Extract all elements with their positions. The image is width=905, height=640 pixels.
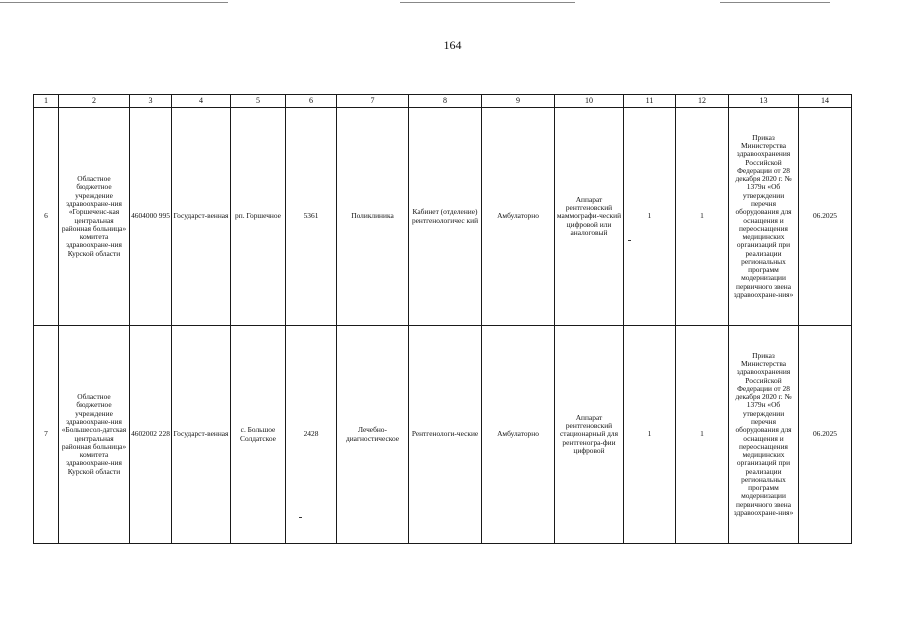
- table-row: [34, 326, 852, 544]
- department-cell: Кабинет (отделение) рентгенологичес кий: [409, 108, 482, 326]
- column-header-13: 13: [729, 95, 799, 108]
- top-rule-left: [0, 2, 228, 3]
- quantity-cell: 1: [624, 108, 676, 326]
- unit-cell: Поликлиника: [337, 108, 409, 326]
- table-header-row: [34, 95, 852, 108]
- top-rule-middle: [400, 2, 575, 3]
- ownership-cell: Государст-венная: [172, 326, 231, 544]
- department-cell: Рентгенологи-ческие: [409, 326, 482, 544]
- equipment-cell: Аппарат рентгеновский маммографи-ческий цифровой или аналоговый: [555, 108, 624, 326]
- deadline-cell: 06.2025: [799, 326, 852, 544]
- regulation-cell: Приказ Министерства здравоохранения Российской Федерации от 28 декабря 2020 г. № 1379н «Об утверждении перечня оборудования для оснащения и переоснащения медицинских организаций при реализации региональных программ модернизации первичного звена здравоохране-ния»: [729, 326, 799, 544]
- column-header-6: 6: [286, 95, 337, 108]
- column-header-10: 10: [555, 95, 624, 108]
- quantity-cell: 1: [676, 326, 729, 544]
- organization-name-cell: Областное бюджетное учреждение здравоохране-ния «Горшеченс-кая центральная районная больница» комитета здравоохране-ния Курской области: [59, 108, 130, 326]
- regulation-cell: Приказ Министерства здравоохранения Российской Федерации от 28 декабря 2020 г. № 1379н «Об утверждении перечня оборудования для оснащения и переоснащения медицинских организаций при реализации региональных программ модернизации первичного звена здравоохране-ния»: [729, 108, 799, 326]
- column-header-2: 2: [59, 95, 130, 108]
- column-header-7: 7: [337, 95, 409, 108]
- scan-speck: [299, 517, 302, 518]
- column-header-12: 12: [676, 95, 729, 108]
- unit-cell: Лечебно-диагностическое: [337, 326, 409, 544]
- organization-name-cell: Областное бюджетное учреждение здравоохране-ния «Большесол-датская центральная районная больница» комитета здравоохране-ния Курской области: [59, 326, 130, 544]
- row-number-cell: 7: [34, 326, 59, 544]
- locality-cell: с. Большое Солдатское: [231, 326, 286, 544]
- page-number: 164: [443, 38, 462, 52]
- column-header-5: 5: [231, 95, 286, 108]
- care-type-cell: Амбулаторно: [482, 326, 555, 544]
- column-header-3: 3: [130, 95, 172, 108]
- deadline-cell: 06.2025: [799, 108, 852, 326]
- code-cell: 4602002 228: [130, 326, 172, 544]
- column-header-9: 9: [482, 95, 555, 108]
- row-number-cell: 6: [34, 108, 59, 326]
- locality-cell: рп. Горшечное: [231, 108, 286, 326]
- column-header-8: 8: [409, 95, 482, 108]
- column-header-1: 1: [34, 95, 59, 108]
- equipment-table: [33, 94, 852, 544]
- column-header-4: 4: [172, 95, 231, 108]
- equipment-cell: Аппарат рентгеновский стационарный для рентгеногра-фии цифровой: [555, 326, 624, 544]
- table-row: [34, 108, 852, 326]
- top-rule-right: [720, 2, 830, 3]
- column-header-11: 11: [624, 95, 676, 108]
- number-cell: 2428: [286, 326, 337, 544]
- quantity-cell: 1: [676, 108, 729, 326]
- scan-speck: [628, 240, 631, 241]
- code-cell: 4604000 995: [130, 108, 172, 326]
- number-cell: 5361: [286, 108, 337, 326]
- column-header-14: 14: [799, 95, 852, 108]
- ownership-cell: Государст-венная: [172, 108, 231, 326]
- care-type-cell: Амбулаторно: [482, 108, 555, 326]
- quantity-cell: 1: [624, 326, 676, 544]
